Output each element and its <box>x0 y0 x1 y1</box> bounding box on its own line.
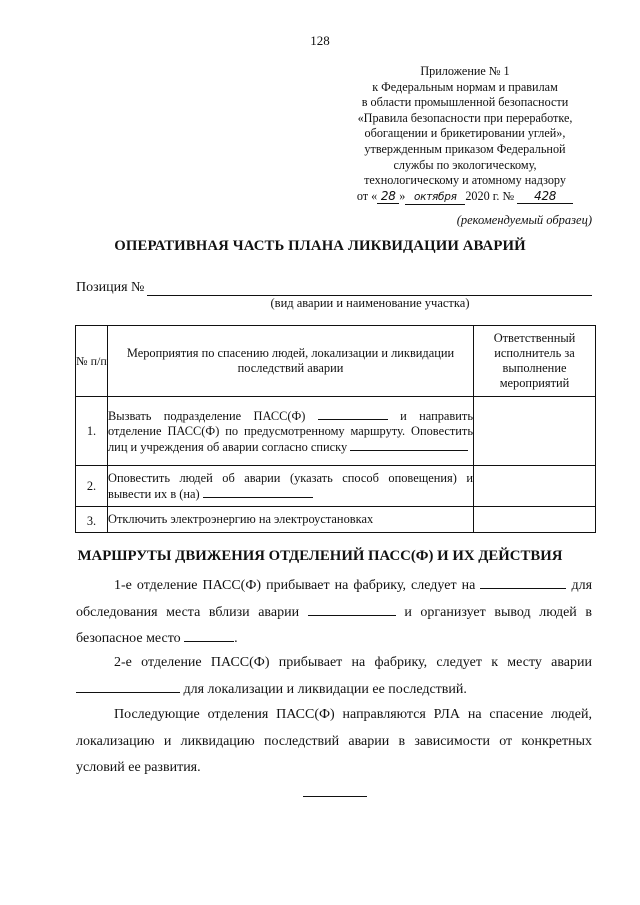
end-divider <box>303 796 367 797</box>
paragraph-text: . <box>234 631 238 646</box>
blank-line <box>76 678 180 693</box>
blank-line <box>184 627 234 642</box>
date-prefix: от « <box>356 188 378 203</box>
date-mid: » <box>399 188 406 203</box>
table-header-row <box>76 326 596 397</box>
appendix-line: службы по экологическому, <box>393 157 537 172</box>
page-number: 128 <box>310 33 330 48</box>
paragraph-2 <box>76 650 592 703</box>
appendix-line: Приложение № 1 <box>420 64 510 78</box>
paragraph-1 <box>76 573 592 653</box>
blank-line <box>308 601 396 616</box>
section-subtitle: МАРШРУТЫ ДВИЖЕНИЯ ОТДЕЛЕНИЙ ПАСС(Ф) И ИХ ДЕЙСТВИЯ <box>77 548 563 564</box>
table-row <box>76 466 596 507</box>
paragraph-text: Последующие отделения ПАСС(Ф) направляются РЛА на спасение людей, локализацию и ликвидацию последствий аварии в зависимости от конкретных условий ее развития. <box>76 707 592 775</box>
row-num: 3. <box>76 507 108 533</box>
paragraph-text: и организует вывод людей в безопасное место <box>76 604 593 646</box>
row-responsible <box>474 397 596 466</box>
row-num: 2. <box>76 466 108 507</box>
document-title: ОПЕРАТИВНАЯ ЧАСТЬ ПЛАНА ЛИКВИДАЦИИ АВАРИЙ <box>114 238 526 254</box>
handwritten-order-number: 428 <box>517 190 573 204</box>
appendix-line: утвержденным приказом Федеральной <box>364 141 566 156</box>
sample-note: (рекомендуемый образец) <box>456 213 592 227</box>
row-responsible <box>474 466 596 507</box>
appendix-line: технологическому и атомному надзору <box>364 173 566 188</box>
row-action-text: Оповестить людей об аварии (указать способ оповещения) и вывести их в (на) <box>108 470 473 501</box>
handwritten-day: 28 <box>377 190 399 204</box>
paragraph-text: 2-е отделение ПАСС(Ф) прибывает на фабрику, следует к месту аварии <box>114 655 592 670</box>
blank-line <box>318 408 388 420</box>
header-action: Мероприятия по спасению людей, локализации и ликвидации последствий аварии <box>108 326 474 397</box>
appendix-line: в области промышленной безопасности <box>361 95 569 110</box>
blank-line <box>203 486 313 498</box>
position-caption: (вид аварии и наименование участка) <box>270 296 470 310</box>
paragraph-text: 1-е отделение ПАСС(Ф) прибывает на фабрику, следует на <box>114 578 476 593</box>
table-row <box>76 397 596 466</box>
header-responsible: Ответственный исполнитель за выполнение мероприятий <box>474 326 596 397</box>
row-num: 1. <box>76 397 108 466</box>
row-action <box>108 397 474 466</box>
date-year: 2020 г. № <box>465 188 515 203</box>
row-action <box>108 466 474 507</box>
header-num: № п/п <box>76 326 108 397</box>
row-action-text: и направить отделение ПАСС(Ф) по предусмотренному маршруту. Оповестить лиц и учреждения об аварии согласно списку <box>108 408 473 454</box>
position-label: Позиция № <box>76 280 145 295</box>
blank-line <box>480 574 566 589</box>
table-row <box>76 507 596 533</box>
appendix-date-line <box>335 189 595 205</box>
paragraph-3 <box>76 702 592 782</box>
row-responsible <box>474 507 596 533</box>
position-blank-line <box>147 280 592 296</box>
appendix-line: обогащении и брикетировании углей», <box>364 126 566 141</box>
appendix-line: «Правила безопасности при переработке, <box>357 110 573 125</box>
appendix-line: к Федеральным нормам и правилам <box>372 79 558 94</box>
row-action: Отключить электроэнергию на электроустановках <box>108 507 474 533</box>
paragraph-text: для обследования места вблизи аварии <box>76 578 593 620</box>
position-field <box>76 280 592 296</box>
handwritten-month: октября <box>405 191 465 205</box>
blank-line <box>350 439 468 451</box>
row-action-text: Вызвать подразделение ПАСС(Ф) <box>108 408 306 423</box>
paragraph-text: для локализации и ликвидации ее последствий. <box>183 681 467 697</box>
appendix-block <box>335 64 595 205</box>
operations-table <box>75 325 596 533</box>
